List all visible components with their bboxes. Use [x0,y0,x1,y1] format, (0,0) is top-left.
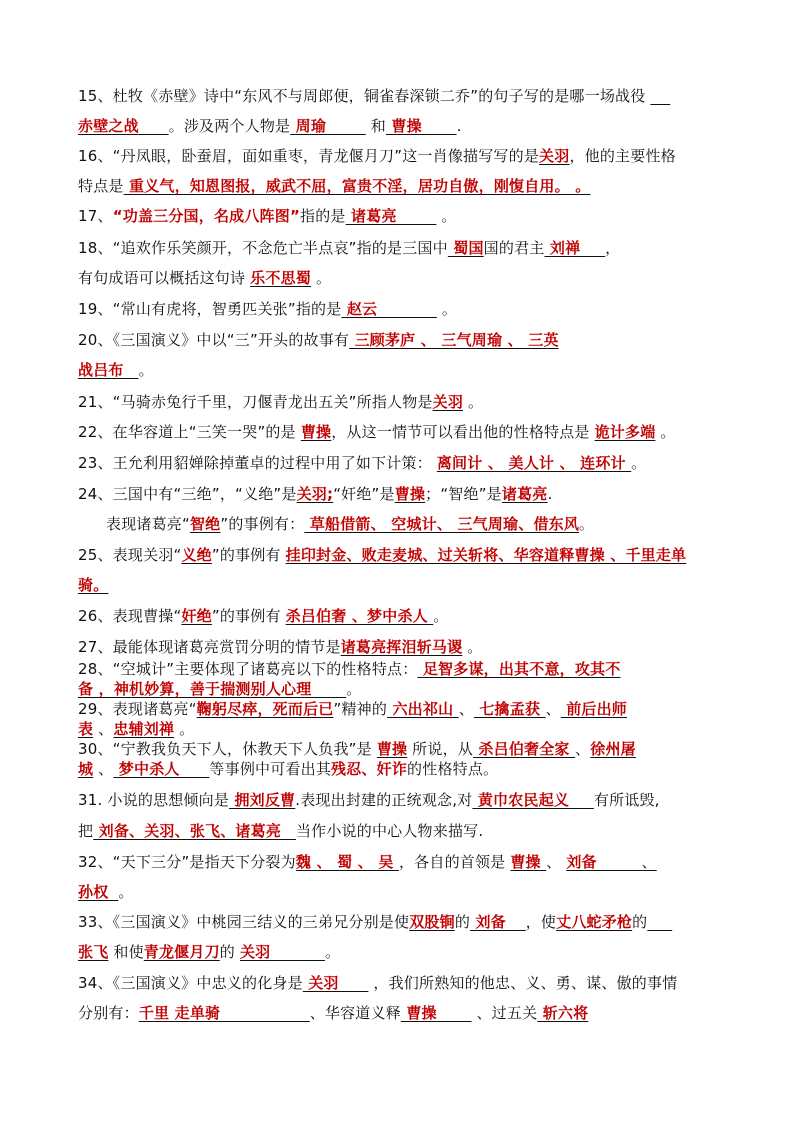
answer: 义绝 [181,546,212,564]
question-27-line: 27、最能体现诸葛亮赏罚分明的情节是诸葛亮挥泪斩马谡 。 [78,638,483,656]
answer: 重义气，知恩图报，威武不屈，富贵不淫，居功自傲，刚愎自用。 。 [123,177,591,195]
answer: 黄巾农民起义 [472,791,570,809]
answer: 前后出师 [560,700,628,718]
quote-highlight: “功盖三分国，名成八阵图” [112,207,301,225]
answer: 关羽 [239,943,271,961]
question-21-line: 21、“马骑赤兔行千里，刀偃青龙出五关”所指人物是关羽 。 [78,393,484,411]
question-31-line-1: 31. 小说的思想倾向是 拥刘反曹.表现出封建的正统观念,对 黄巾农民起义 有所诋毁, [78,791,660,809]
answer: 忠辅刘禅 [113,720,175,738]
answer: 丈八蛇矛枪 [556,913,633,931]
answer: 拥刘反曹 [229,791,296,809]
question-22-line: 22、在华容道上“三笑一哭”的是 曹操，从这一情节可以看出他的性格特点是 诡计多端 。 [78,423,676,441]
question-20-line-1: 20、《三国演义》中以“三”开头的故事有 三顾茅庐 、 三气周瑜 、 三英 [78,331,559,349]
answer: 刘备、关羽、张飞、诸葛亮 [93,822,282,840]
answer: 战吕布 [78,361,124,379]
question-16-line-1: 16、“丹凤眼，卧蚕眉，面如重枣，青龙偃月刀”这一肖像描写写的是关羽，他的主要性格 [78,147,676,165]
answer: 关羽 [302,974,339,992]
answer: 备 ，神机妙算，善于揣测别人心理 [78,680,312,698]
answer: 蜀国 [447,239,484,257]
answer: 表 [78,720,94,738]
question-20-line-2: 战吕布 。 [78,361,154,379]
answer: 千里 走单骑 [138,1004,221,1022]
answer: 梦中杀人 [113,760,180,778]
answer: 青龙偃月刀 [143,943,220,961]
question-19-line: 19、“常山有虎将，智勇匹关张”指的是 赵云 。 [78,300,458,318]
answer: 离间计 、 美人计 、 连环计 [436,454,632,472]
question-15-line-2: 赤壁之战 。涉及两个人物是 周瑜 和 曹操 . [78,117,462,135]
question-30-line-2: 城 、 梦中杀人 等事例中可看出其残忍、奸诈的性格特点。 [78,760,499,778]
answer: 刘禅 [544,239,581,257]
answer: 草船借箭、 空城计、 三气周瑜、借东风 [304,515,580,533]
answer: 奸绝 [181,607,212,625]
answer: 乐不思蜀 [250,269,311,287]
answer: 赤壁之战 [78,117,139,135]
answer: 双股锏 [409,913,455,931]
answer: 刘备 [566,853,597,871]
answer: 骑。 [78,576,109,594]
question-18-line-1: 18、“追欢作乐笑颜开，不念危亡半点哀”指的是三国中 蜀国国的君主 刘禅 ， [78,239,621,257]
question-34-line-1: 34、《三国演义》中忠义的化身是 关羽 ，我们所熟知的他忠、义、勇、谋、傲的事情 [78,974,678,992]
question-15-line-1: 15、杜牧《赤壁》诗中“东风不与周郎便，铜雀春深锁二乔”的句子写的是哪一场战役 [78,87,651,105]
answer: 诸葛亮 [501,485,548,503]
question-33-line-2: 张飞 和使青龙偃月刀的 关羽 。 [78,943,341,961]
question-24-line-1: 24、三国中有“三绝”，“义绝”是关羽;“奸绝”是曹操；“智绝”是诸葛亮. [78,485,553,503]
question-24-line-2: 表现诸葛亮“智绝”的事例有： 草船借箭、 空城计、 三气周瑜、借东风。 [106,515,595,533]
question-34-line-2: 分别有：千里 走单骑 、华容道义释 曹操 、过五关 斩六将 [78,1004,589,1022]
answer: 曹操 [510,853,547,871]
answer: 六出祁山 [387,700,459,718]
question-29-line-2: 表 、忠辅刘禅 。 [78,720,195,738]
question-17-line: 17、“功盖三分国，名成八阵图”指的是 诸葛亮 。 [78,207,457,225]
question-31-line-2: 把 刘备、关羽、张飞、诸葛亮 当作小说的中心人物来描写. [78,822,484,840]
answer: 关羽 [432,393,464,411]
answer: 七擒孟获 [473,700,546,718]
answer: 诸葛亮挥泪斩马谡 [340,638,463,656]
answer: 智绝 [189,515,221,533]
question-28-line-2: 备 ，神机妙算，善于揣测别人心理 。 [78,680,362,698]
question-28-line-1: 28、“空城计”主要体现了诸葛亮以下的性格特点： 足智多谋，出其不意，攻其不 [78,660,621,678]
answer: 挂印封金、败走麦城、过关斩将、华容道释曹操 、千里走单 [285,546,687,564]
question-33-line-1: 33、《三国演义》中桃园三结义的三弟兄分别是使双股锏的 刘备 ，使丈八蛇矛枪的 [78,913,648,931]
answer: 鞠躬尽瘁，死而后已 [196,700,334,718]
answer: 三顾茅庐 、 三气周瑜 、 三英 [349,331,559,349]
answer: 诡计多端 [594,423,656,441]
answer: 关羽; [296,485,334,503]
answer: 杀吕伯奢全家 [473,740,576,758]
answer: 斩六将 [537,1004,589,1022]
question-26-line: 26、表现曹操“奸绝”的事例有 杀吕伯奢 、梦中杀人 。 [78,607,449,625]
question-32-line-2: 孙权 。 [78,883,134,901]
question-25-line-1: 25、表现关羽“义绝”的事例有 挂印封金、败走麦城、过关斩将、华容道释曹操 、千里走单 [78,546,687,564]
answer: 曹操 [394,485,426,503]
answer: 诸葛亮 [345,207,397,225]
answer: 曹操 [300,423,332,441]
answer: 赵云 [341,300,378,318]
answer: 张飞 [78,943,109,961]
answer: 曹操 [376,740,408,758]
answer: 魏 、 蜀 、 吴 [295,853,399,871]
answer: 刘备 [470,913,506,931]
answer: 城 [78,760,94,778]
question-23-line: 23、王允利用貂婵除掉董卓的过程中用了如下计策： 离间计 、 美人计 、 连环计 。 [78,454,647,472]
answer: 残忍、奸诈 [331,760,408,778]
answer: 曹操 [385,117,422,135]
question-32-line-1: 32、“天下三分”是指天下分裂为魏 、 蜀 、 吴 ，各自的首领是 曹操 、 刘备 、 [78,853,657,871]
answer: 关羽 [539,147,570,165]
answer: 杀吕伯奢 、梦中杀人 [285,607,434,625]
answer: 周瑜 [290,117,327,135]
answer: 曹操 [400,1004,437,1022]
question-18-line-2: 有句成语可以概括这句诗 乐不思蜀 。 [78,269,332,287]
answer: 足智多谋，出其不意，攻其不 [417,660,621,678]
answer: 徐州屠 [590,740,636,758]
question-30-line-1: 30、“宁教我负天下人，休教天下人负我”是 曹操 所说，从 杀吕伯奢全家 、徐州屠 [78,740,636,758]
question-16-line-2: 特点是 重义气，知恩图报，威武不屈，富贵不淫，居功自傲，刚愎自用。 。 [78,177,591,195]
question-25-line-2 [78,575,718,595]
answer: 孙权 [78,883,109,901]
question-29-line-1: 29、表现诸葛亮“鞠躬尽瘁，死而后已”精神的 六出祁山 、 七擒孟获 、 前后出师 [78,700,628,718]
